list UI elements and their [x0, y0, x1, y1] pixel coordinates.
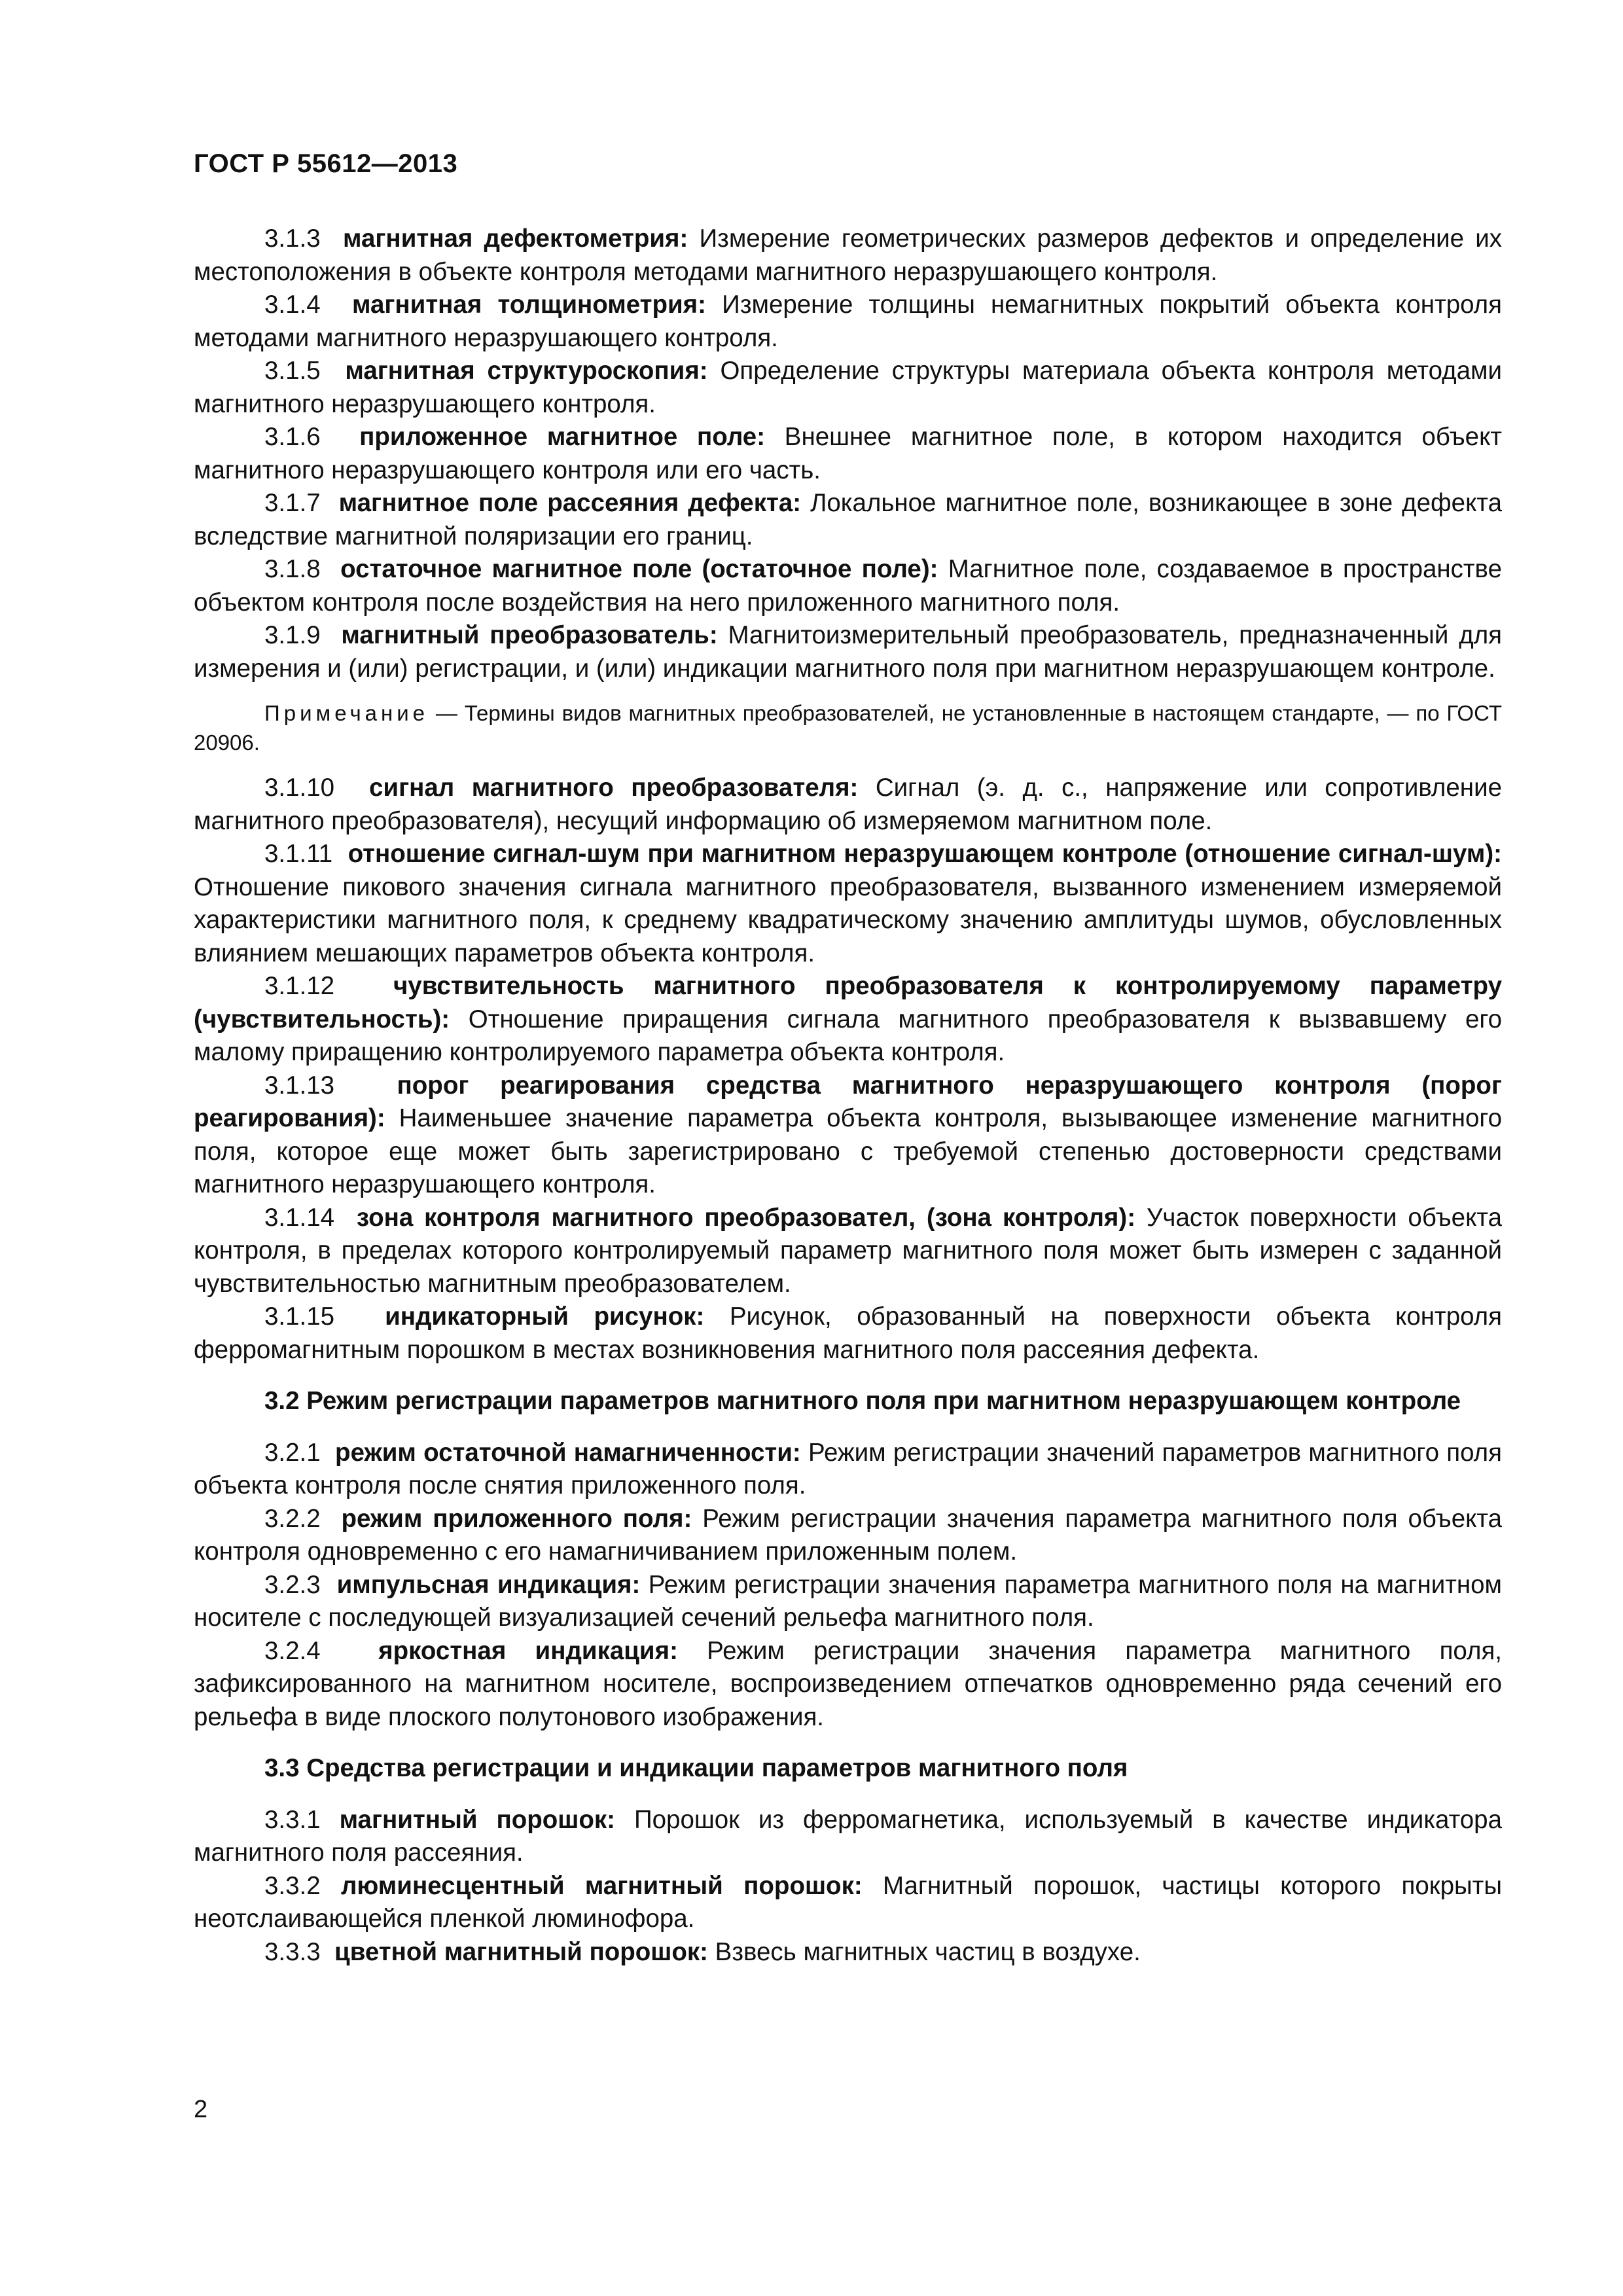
section-heading-3-2: 3.2 Режим регистрации параметров магнитного поля при магнитном неразрушающем контроле	[264, 1387, 1461, 1415]
term: цветной магнитный порошок:	[334, 1937, 708, 1966]
definition: Отношение приращения сигнала магнитного преобразователя к вызвавшему его малому приращению контролируемого параметра объекта контроля.	[194, 1005, 1502, 1066]
note	[194, 698, 1502, 757]
definition: Наименьшее значение параметра объекта контроля, вызывающее изменение магнитного поля, которое еще может быть зарегистрировано с требуемой степенью достоверности средствами магнитного неразрушающего контроля.	[194, 1104, 1502, 1198]
definition: Отношение пикового значения сигнала магнитного преобразователя, вызванного изменением измеряемой характеристики магнитного поля, к среднему квадратическому значению амплитуды шумов, обусловленных влиянием мешающих параметров объекта контроля.	[194, 872, 1502, 967]
definition: Участок поверхности объекта контроля, в пределах которого контролируемый параметр магнитного поля может быть измерен с заданной чувствительностью магнитным преобразователем.	[194, 1203, 1502, 1298]
term: магнитный преобразователь:	[341, 621, 718, 649]
definition: Магнитное поле, создаваемое в пространстве объектом контроля после воздействия на него приложенного магнитного поля.	[194, 555, 1502, 617]
term-entry: 3.1.4 магнитная толщинометрия: Измерение толщины немагнитных покрытий объекта контроля методами магнитного неразрушающего контроля.	[194, 291, 1502, 352]
term: режим остаточной намагниченности:	[335, 1438, 801, 1467]
definition: Сигнал (э. д. с., напряжение или сопротивление магнитного преобразователя), несущий информацию об измеряемом магнитном поле.	[194, 774, 1502, 835]
term: режим приложенного поля:	[341, 1504, 692, 1533]
term-entry: 3.3.3 цветной магнитный порошок: Взвесь магнитных частиц в воздухе.	[264, 1937, 1141, 1966]
definition: Взвесь магнитных частиц в воздухе.	[715, 1937, 1141, 1966]
definition: Рисунок, образованный на поверхности объекта контроля ферромагнитным порошком в местах возникновения магнитного поля рассеяния дефекта.	[194, 1302, 1502, 1364]
term: приложенное магнитное поле:	[359, 423, 766, 451]
definition: Магнитный порошок, частицы которого покрыты неотслаивающейся пленкой люминофора.	[194, 1871, 1502, 1933]
term: яркостная индикация:	[378, 1636, 678, 1665]
term-entry: 3.1.6 приложенное магнитное поле: Внешнее магнитное поле, в котором находится объект магнитного неразрушающего контроля или его часть.	[194, 423, 1502, 484]
term-entry: 3.2.2 режим приложенного поля: Режим регистрации значения параметра магнитного поля объекта контроля одновременно с его намагничиванием приложенным полем.	[194, 1504, 1503, 1566]
term-entry: 3.3.2 люминесцентный магнитный порошок: Магнитный порошок, частицы которого покрыты неотслаивающейся пленкой люминофора.	[194, 1871, 1502, 1933]
note-text: — Термины видов магнитных преобразователей, не установленные в настоящем стандарте, — по ГОСТ 20906.	[194, 701, 1502, 755]
definition: Режим регистрации значения параметра магнитного поля, зафиксированного на магнитном носителе, воспроизведением отпечатков одновременно ряда сечений его рельефа в виде плоского полутонового изображения.	[194, 1636, 1502, 1731]
term-entry: 3.1.5 магнитная структуроскопия: Определение структуры материала объекта контроля методами магнитного неразрушающего контроля.	[194, 357, 1502, 418]
term: магнитная структуроскопия:	[345, 357, 708, 385]
term-entry: 3.2.1 режим остаточной намагниченности: Режим регистрации значений параметров магнитного поля объекта контроля после снятия приложенного поля.	[194, 1438, 1502, 1499]
term-entry: 3.1.12 чувствительность магнитного преобразователя к контролируемому параметру (чувствительность): Отношение приращения сигнала магнитного преобразователя к вызвавшему его малому приращению контролируемого параметра объекта контроля.	[194, 972, 1502, 1066]
term-entry: 3.1.11 отношение сигнал-шум при магнитном неразрушающем контроле (отношение сигнал-шум): Отношение пикового значения сигнала магнитного преобразователя, вызванного изменением измеряемой характеристики магнитного поля, к среднему квадратическому значению амплитуды шумов, обусловленных влиянием мешающих параметров объекта контроля.	[194, 840, 1502, 967]
body-text	[194, 223, 1502, 1969]
term-entry: 3.3.1 магнитный порошок: Порошок из ферромагнетика, используемый в качестве индикатора магнитного поля рассеяния.	[194, 1805, 1503, 1867]
term-entry: 3.1.15 индикаторный рисунок: Рисунок, образованный на поверхности объекта контроля ферромагнитным порошком в местах возникновения магнитного поля рассеяния дефекта.	[194, 1302, 1502, 1364]
term: сигнал магнитного преобразователя:	[369, 774, 859, 802]
page-number: 2	[194, 2096, 208, 2123]
term: магнитная толщинометрия:	[351, 291, 706, 319]
definition: Измерение толщины немагнитных покрытий объекта контроля методами магнитного неразрушающего контроля.	[194, 291, 1502, 352]
definition: Локальное магнитное поле, возникающее в зоне дефекта вследствие магнитной поляризации его границ.	[194, 489, 1502, 550]
term-entry: 3.1.7 магнитное поле рассеяния дефекта: Локальное магнитное поле, возникающее в зоне дефекта вследствие магнитной поляризации его границ.	[194, 489, 1502, 550]
term-entry: 3.1.8 остаточное магнитное поле (остаточное поле): Магнитное поле, создаваемое в пространстве объектом контроля после воздействия на него приложенного магнитного поля.	[194, 555, 1502, 617]
term-entry: 3.1.13 порог реагирования средства магнитного неразрушающего контроля (порог реагирования): Наименьшее значение параметра объекта контроля, вызывающее изменение магнитного поля, которое еще может быть зарегистрировано с требуемой степенью достоверности средствами магнитного неразрушающего контроля.	[194, 1071, 1502, 1198]
term: отношение сигнал-шум при магнитном неразрушающем контроле (отношение сигнал-шум):	[348, 840, 1502, 868]
term: зона контроля магнитного преобразовател, (зона контроля):	[356, 1203, 1136, 1232]
definition: Режим регистрации значения параметра магнитного поля на магнитном носителе с последующей визуализацией сечений рельефа магнитного поля.	[194, 1570, 1502, 1632]
term-entry: 3.2.4 яркостная индикация: Режим регистрации значения параметра магнитного поля, зафиксированного на магнитном носителе, воспроизведением отпечатков одновременно ряда сечений его рельефа в виде плоского полутонового изображения.	[194, 1636, 1502, 1731]
definition: Измерение геометрических размеров дефектов и определение их местоположения в объекте контроля методами магнитного неразрушающего контроля.	[194, 224, 1502, 286]
term-entry: 3.1.9 магнитный преобразователь: Магнитоизмерительный преобразователь, предназначенный для измерения и (или) регистрации, и (или) индикации магнитного поля при магнитном неразрушающем контроле.	[194, 621, 1503, 683]
term: магнитный порошок:	[339, 1805, 616, 1834]
definition: Магнитоизмерительный преобразователь, предназначенный для измерения и (или) регистрации, и (или) индикации магнитного поля при магнитном неразрушающем контроле.	[194, 621, 1503, 683]
definition: Режим регистрации значения параметра магнитного поля объекта контроля одновременно с его намагничиванием приложенным полем.	[194, 1504, 1503, 1566]
section-heading-3-3: 3.3 Средства регистрации и индикации параметров магнитного поля	[264, 1754, 1128, 1782]
definition: Внешнее магнитное поле, в котором находится объект магнитного неразрушающего контроля или его часть.	[194, 423, 1502, 484]
standard-header: ГОСТ Р 55612—2013	[194, 149, 458, 178]
definition: Режим регистрации значений параметров магнитного поля объекта контроля после снятия приложенного поля.	[194, 1438, 1502, 1499]
term-entry: 3.1.10 сигнал магнитного преобразователя: Сигнал (э. д. с., напряжение или сопротивление магнитного преобразователя), несущий информацию об измеряемом магнитном поле.	[194, 774, 1502, 835]
term-entry: 3.1.3 магнитная дефектометрия: Измерение геометрических размеров дефектов и определение их местоположения в объекте контроля методами магнитного неразрушающего контроля.	[194, 224, 1502, 286]
term: магнитное поле рассеяния дефекта:	[338, 489, 802, 517]
term: индикаторный рисунок:	[385, 1302, 705, 1331]
term-entry: 3.1.14 зона контроля магнитного преобразовател, (зона контроля): Участок поверхности объекта контроля, в пределах которого контролируемый параметр магнитного поля может быть измерен с заданной чувствительностью магнитным преобразователем.	[194, 1203, 1502, 1298]
definition: Порошок из ферромагнетика, используемый в качестве индикатора магнитного поля рассеяния.	[194, 1805, 1503, 1867]
term: люминесцентный магнитный порошок:	[340, 1871, 863, 1900]
term: порог реагирования средства магнитного неразрушающего контроля (порог реагирования):	[194, 1071, 1502, 1132]
term: остаточное магнитное поле (остаточное поле):	[340, 555, 938, 583]
definition: Определение структуры материала объекта контроля методами магнитного неразрушающего контроля.	[194, 357, 1502, 418]
term: импульсная индикация:	[336, 1570, 641, 1599]
note-label: Примечание	[264, 701, 429, 725]
term: чувствительность магнитного преобразователя к контролируемому параметру (чувствительность):	[194, 972, 1502, 1033]
term-entry: 3.2.3 импульсная индикация: Режим регистрации значения параметра магнитного поля на магнитном носителе с последующей визуализацией сечений рельефа магнитного поля.	[194, 1570, 1502, 1632]
term: магнитная дефектометрия:	[343, 224, 688, 253]
